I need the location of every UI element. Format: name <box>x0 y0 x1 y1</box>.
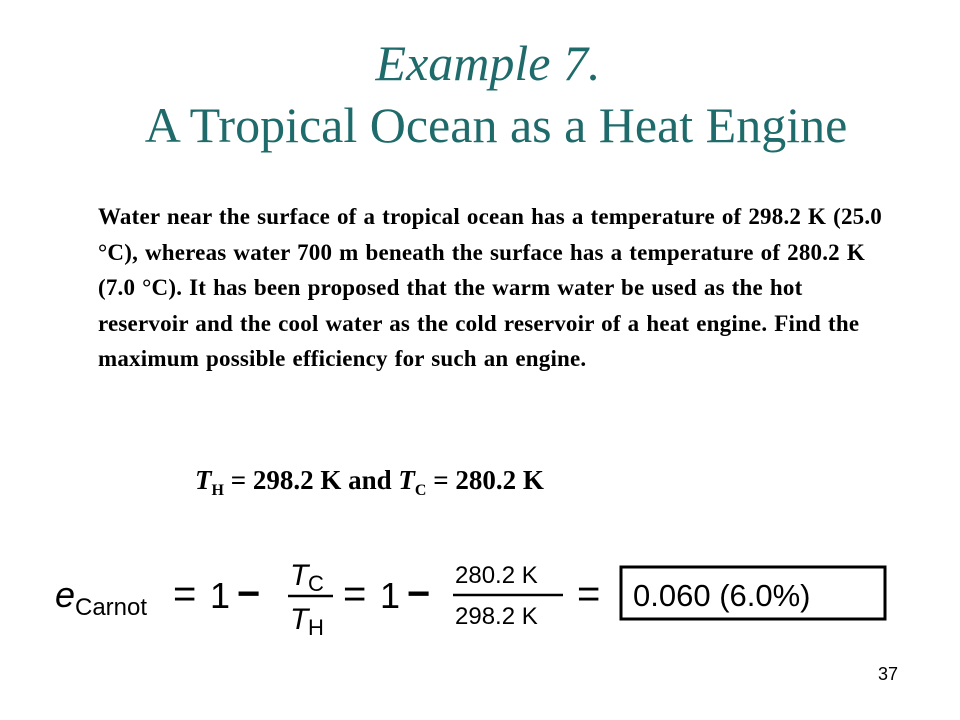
slide-title-line2: A Tropical Ocean as a Heat Engine <box>144 97 848 153</box>
equals-sign-2: = <box>343 572 367 616</box>
frac1-den-subscript: H <box>308 615 324 640</box>
frac2-denominator: 298.2 K <box>455 603 538 630</box>
result-value: 0.060 (6.0%) <box>633 578 811 613</box>
minus-sign-1: − <box>237 572 261 616</box>
problem-statement: Water near the surface of a tropical ocean has a temperature of 298.2 K (25.0 °C), whereas water 700 m beneath the surface has a temperature of 280.2 K (7.0 °C). It has been proposed that the warm water be used as the hot reservoir and the cool water as the cold reservoir of a heat engine. Find the maximum possible efficiency for such an engine. <box>98 204 883 371</box>
frac2-numerator: 280.2 K <box>455 562 538 589</box>
tc-subscript: C <box>414 482 427 499</box>
carnot-efficiency-equation <box>55 545 905 655</box>
e-subscript: Carnot <box>75 594 148 621</box>
page-number: 37 <box>877 664 898 684</box>
th-subscript: H <box>211 482 224 499</box>
frac1-num-symbol: T <box>290 559 309 592</box>
e-symbol: e <box>55 574 76 615</box>
frac1-num-subscript: C <box>308 571 324 596</box>
one-2: 1 <box>380 575 401 616</box>
minus-sign-2: − <box>407 572 431 616</box>
temperature-values <box>195 460 544 500</box>
tc-symbol: T <box>398 465 415 495</box>
equation-graphic <box>55 545 905 655</box>
one-1: 1 <box>210 575 231 616</box>
tc-value: = 280.2 K <box>426 465 544 495</box>
th-symbol: T <box>195 465 212 495</box>
equals-sign-3: = <box>577 572 601 616</box>
slide-title-line1: Example 7. <box>375 35 601 91</box>
th-value: = 298.2 K and <box>223 465 399 495</box>
frac1-den-symbol: T <box>290 603 309 636</box>
equals-sign-1: = <box>173 572 197 616</box>
